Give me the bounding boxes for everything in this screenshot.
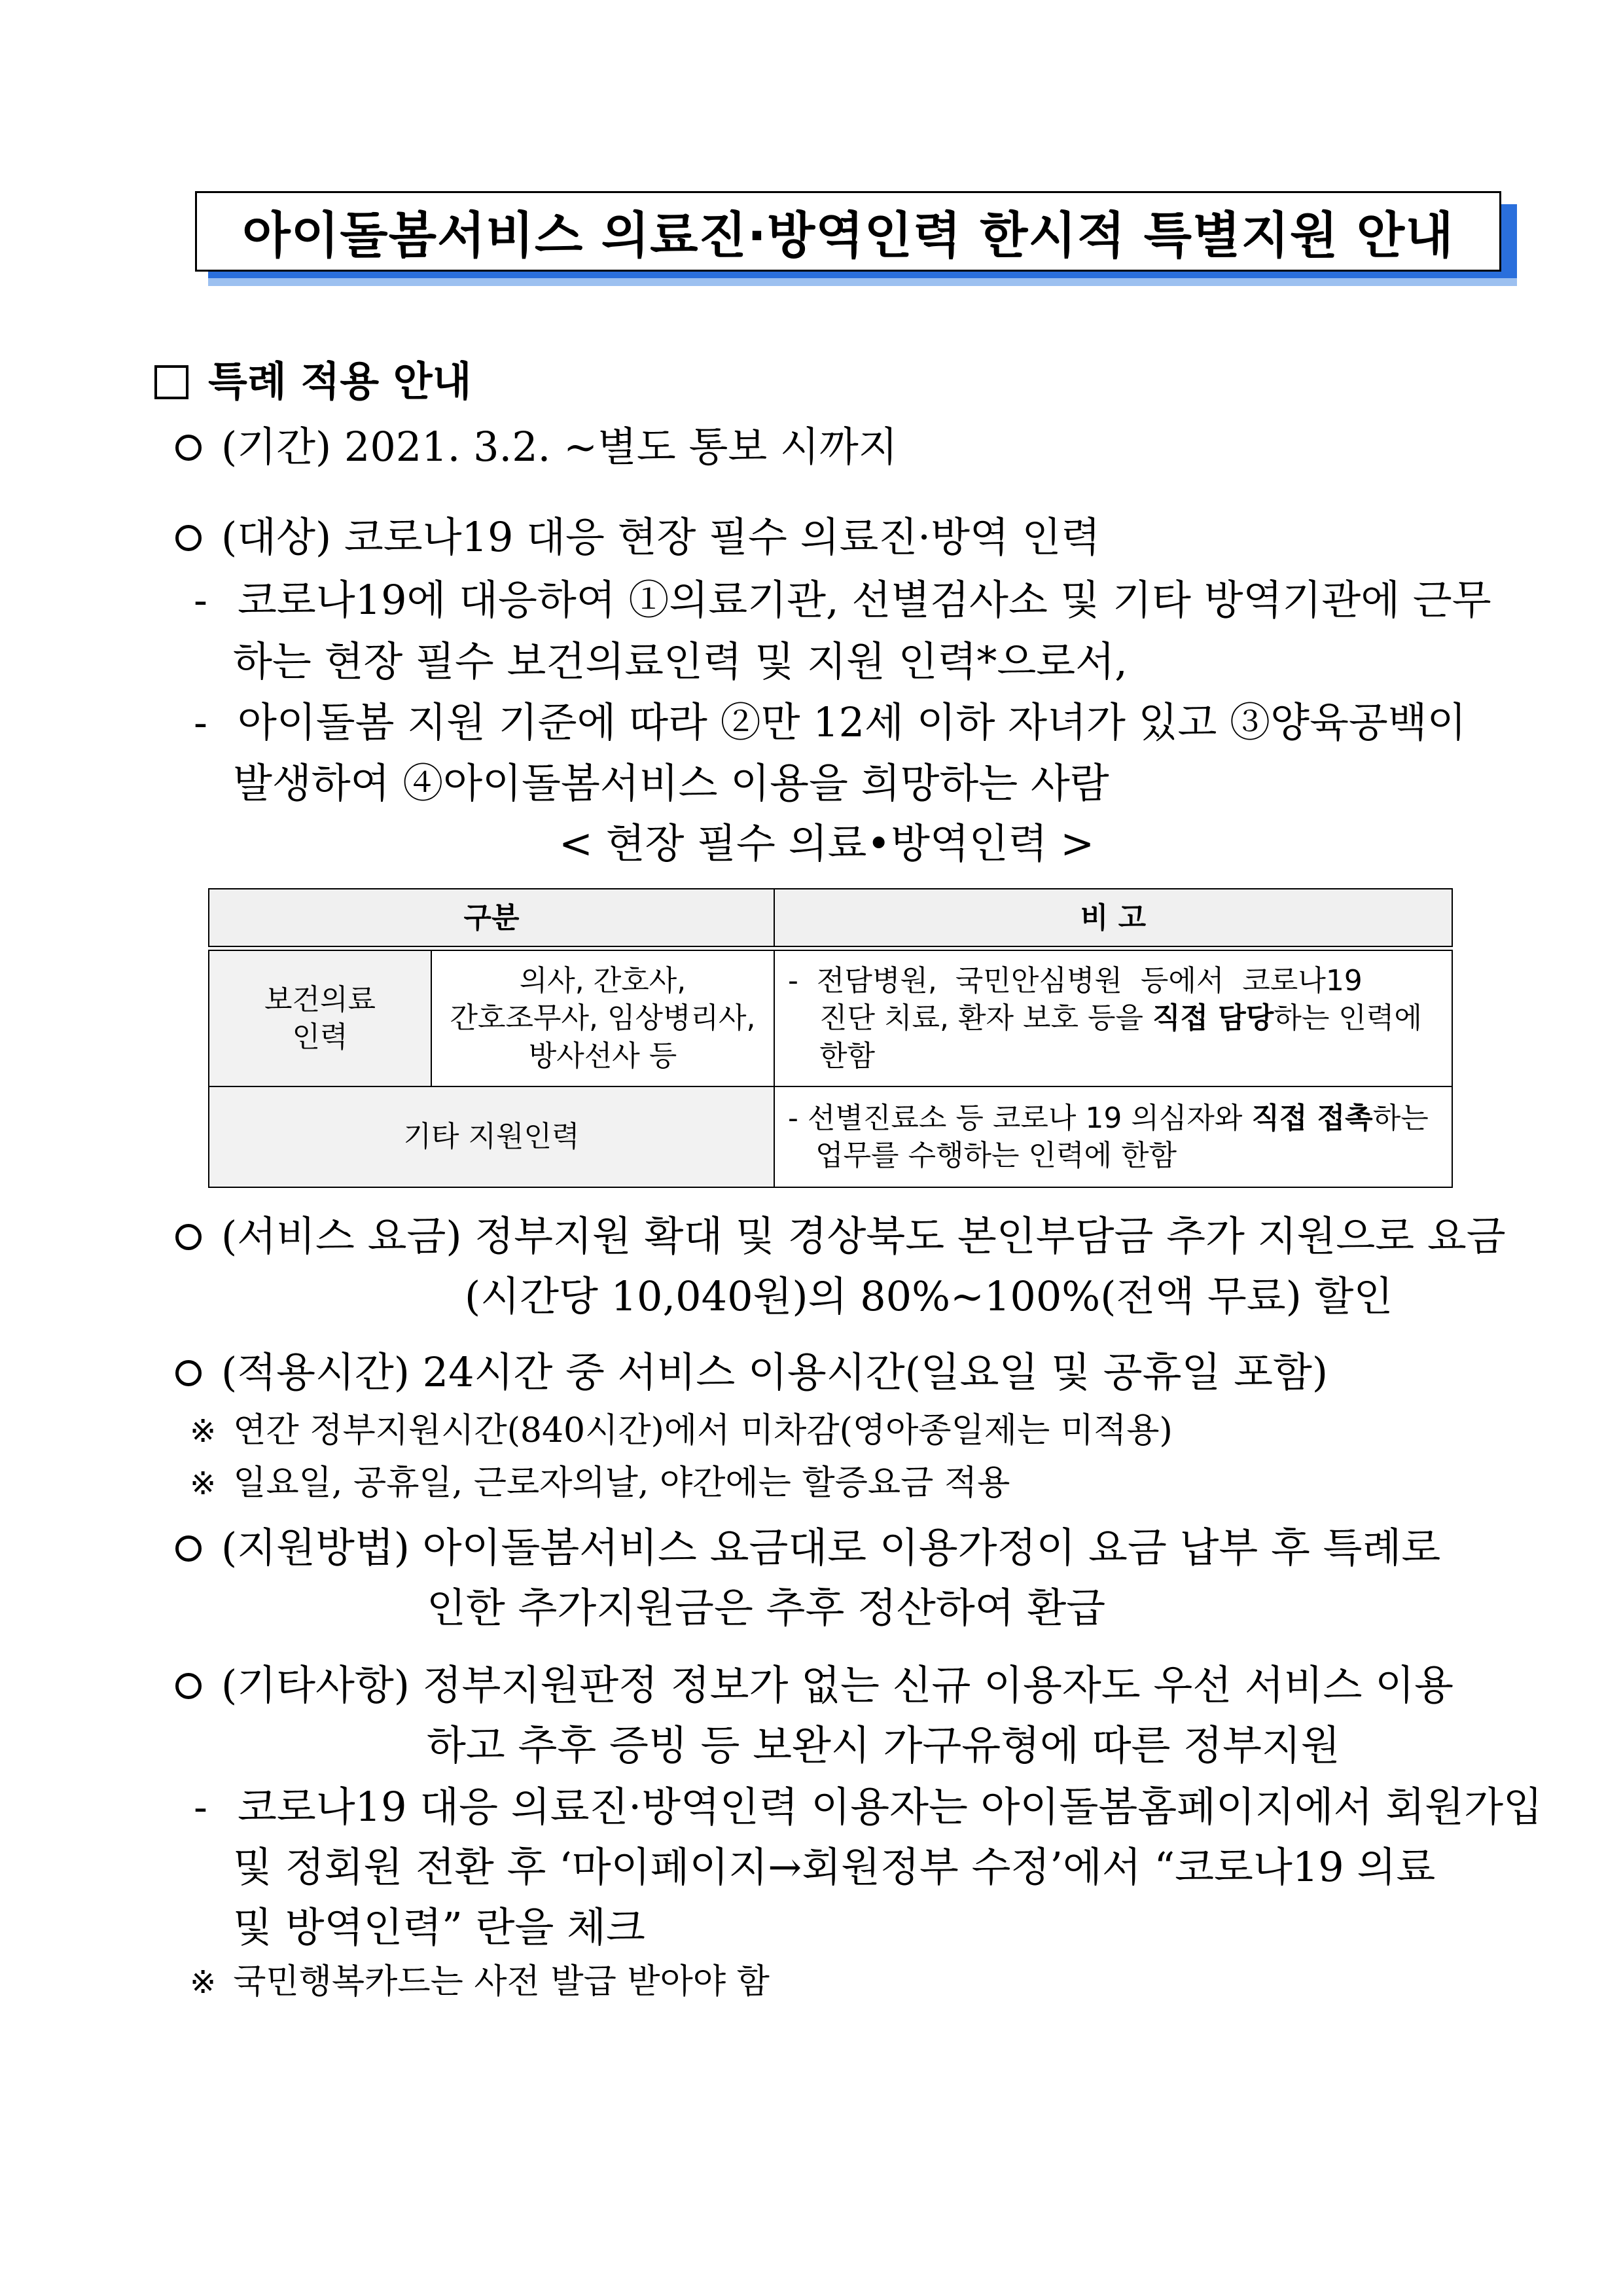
target-item-2-line-1-text: 아이돌봄 지원 기준에 따라 ②만 12세 이하 자녀가 있고 ③양육공백이 bbox=[237, 698, 1467, 746]
circle-bullet-icon bbox=[175, 525, 202, 551]
dash-bullet: - bbox=[194, 576, 207, 624]
target-item-1-line-1-text: 코로나19에 대응하여 ①의료기관, 선별검사소 및 기타 방역기관에 근무 bbox=[237, 576, 1491, 624]
other-item-line-1 bbox=[194, 1783, 1543, 1831]
section-heading bbox=[154, 357, 472, 405]
page-title: 아이돌봄서비스 의료진·방역인력 한시적 특별지원 안내 bbox=[242, 206, 1454, 264]
dash-bullet: - bbox=[194, 698, 207, 746]
section-heading-text: 특례 적용 안내 bbox=[208, 357, 472, 405]
row2-note-line-2: 업무를 수행하는 인력에 한함 bbox=[815, 1139, 1177, 1172]
other-note bbox=[190, 1962, 770, 2001]
target-item-1-line-1 bbox=[194, 576, 1491, 624]
table-header-note: 비 고 bbox=[774, 888, 1453, 948]
checkbox-square-icon bbox=[154, 365, 188, 399]
row1-note-emphasis: 직접 담당 bbox=[1152, 1001, 1274, 1035]
row2-note-line-1 bbox=[788, 1100, 1429, 1137]
other-line-1-text: (기타사항) 정부지원판정 정보가 없는 신규 이용자도 우선 서비스 이용 bbox=[221, 1661, 1454, 1709]
hours-note-1-text: 연간 정부지원시간(840시간)에서 미차감(영아종일제는 미적용) bbox=[233, 1411, 1173, 1450]
title-shadow-highlight bbox=[208, 278, 1517, 286]
circle-bullet-icon bbox=[175, 1673, 202, 1699]
row1-note-line-2a: 진단 치료, 환자 보호 등을 bbox=[819, 1001, 1152, 1035]
circle-bullet-icon bbox=[175, 1535, 202, 1562]
row1-note-line-2c: 하는 인력에 한함 bbox=[819, 1001, 1422, 1073]
hours-note-2-text: 일요일, 공휴일, 근로자의날, 야간에는 할증요금 적용 bbox=[233, 1463, 1010, 1503]
reference-mark-icon: ※ bbox=[190, 1465, 217, 1502]
other-item-line-3: 및 방역인력” 란을 체크 bbox=[233, 1903, 645, 1951]
circle-bullet-icon bbox=[175, 1360, 202, 1386]
hours-note-1 bbox=[190, 1411, 1173, 1450]
table-header-category: 구분 bbox=[208, 888, 775, 948]
personnel-table bbox=[208, 888, 1453, 1188]
row2-note-line-1c: 하는 bbox=[1372, 1101, 1429, 1135]
table-row2-note bbox=[774, 1086, 1453, 1188]
method-line-1-text: (지원방법) 아이돌봄서비스 요금대로 이용가정이 요금 납부 후 특례로 bbox=[221, 1524, 1441, 1571]
hours-line bbox=[175, 1348, 1329, 1396]
other-line-1 bbox=[175, 1661, 1454, 1709]
reference-mark-icon: ※ bbox=[190, 1964, 217, 2001]
dash-bullet: - bbox=[194, 1783, 207, 1831]
period-line bbox=[175, 423, 898, 471]
target-item-2-line-1 bbox=[194, 698, 1467, 746]
other-item-line-1-text: 코로나19 대응 의료진·방역인력 이용자는 아이돌봄홈페이지에서 회원가입 bbox=[237, 1783, 1543, 1831]
method-line-2: 인한 추가지원금은 추후 정산하여 환급 bbox=[427, 1584, 1106, 1632]
fee-line-1-text: (서비스 요금) 정부지원 확대 및 경상북도 본인부담금 추가 지원으로 요금 bbox=[221, 1212, 1506, 1260]
target-item-2-line-2: 발생하여 ④아이돌봄서비스 이용을 희망하는 사람 bbox=[233, 759, 1109, 807]
fee-line-2: (시간당 10,040원)의 80%~100%(전액 무료) 할인 bbox=[465, 1272, 1393, 1320]
row1-sub-line-2: 간호조무사, 임상병리사, bbox=[450, 1001, 756, 1035]
circle-bullet-icon bbox=[175, 1224, 202, 1250]
other-item-line-2: 및 정회원 전환 후 ‘마이페이지→회원정부 수정’에서 “코로나19 의료 bbox=[233, 1843, 1436, 1891]
title-box bbox=[195, 191, 1501, 272]
table-row1-subcategory bbox=[431, 950, 775, 1087]
table-row2-category: 기타 지원인력 bbox=[208, 1086, 775, 1188]
hours-line-text: (적용시간) 24시간 중 서비스 이용시간(일요일 및 공휴일 포함) bbox=[221, 1348, 1329, 1396]
other-line-2: 하고 추후 증빙 등 보완시 가구유형에 따른 정부지원 bbox=[427, 1721, 1340, 1769]
table-row1-note bbox=[774, 950, 1453, 1087]
row1-note-line-1: - 전담병원, 국민안심병원 등에서 코로나19 bbox=[788, 964, 1363, 998]
row1-sub-line-3: 방사선사 등 bbox=[528, 1039, 677, 1073]
circle-bullet-icon bbox=[175, 435, 202, 461]
other-note-text: 국민행복카드는 사전 발급 받아야 함 bbox=[233, 1962, 770, 2001]
method-line-1 bbox=[175, 1524, 1441, 1571]
hours-note-2 bbox=[190, 1463, 1010, 1503]
row1-note-line-2 bbox=[788, 999, 1452, 1074]
fee-line-1 bbox=[175, 1212, 1506, 1260]
reference-mark-icon: ※ bbox=[190, 1413, 217, 1450]
target-heading-text: (대상) 코로나19 대응 현장 필수 의료진·방역 인력 bbox=[221, 513, 1101, 561]
period-text: (기간) 2021. 3.2. ~별도 통보 시까지 bbox=[221, 423, 898, 471]
target-item-1-line-2: 하는 현장 필수 보건의료인력 및 지원 인력*으로서, bbox=[233, 637, 1128, 685]
table-caption: < 현장 필수 의료•방역인력 > bbox=[559, 819, 1095, 867]
row2-note-emphasis: 직접 접촉 bbox=[1251, 1101, 1373, 1135]
row2-note-line-1a: - 선별진료소 등 코로나 19 의심자와 bbox=[788, 1101, 1252, 1135]
row1-sub-line-1: 의사, 간호사, bbox=[519, 964, 687, 998]
table-row1-category: 보건의료 인력 bbox=[208, 950, 432, 1087]
target-heading bbox=[175, 513, 1101, 561]
target-item-1-text bbox=[237, 576, 1491, 624]
